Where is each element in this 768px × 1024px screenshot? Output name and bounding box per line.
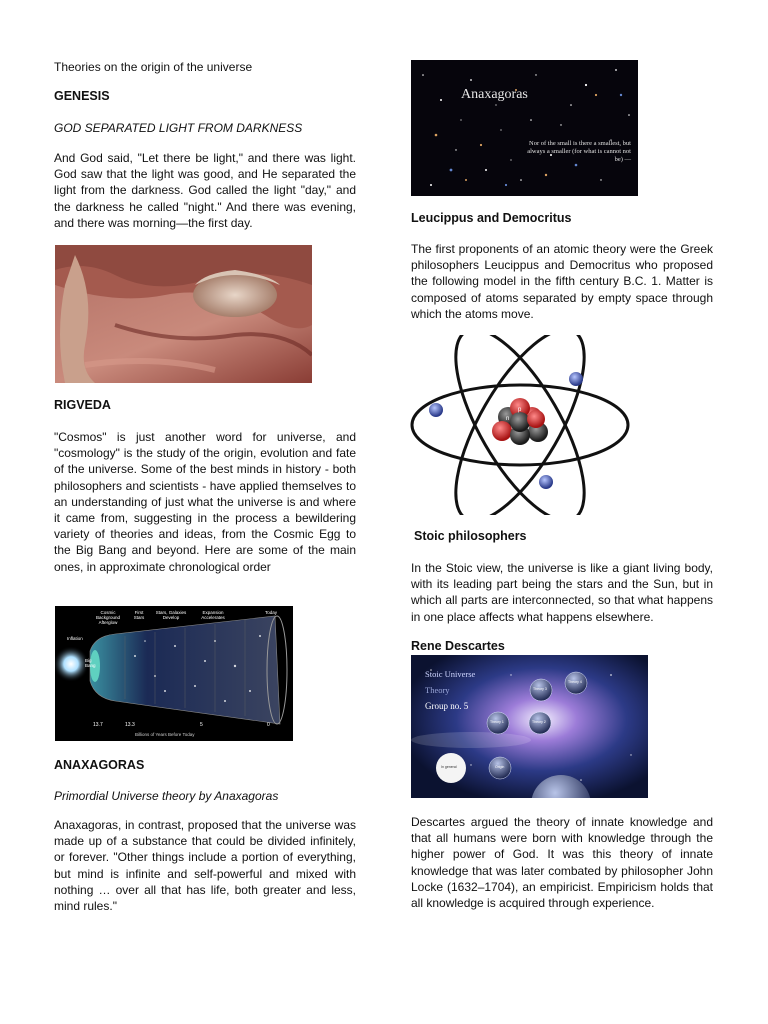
page-title: Theories on the origin of the universe: [54, 60, 253, 74]
stoic-node-theory-4: Theory 4: [568, 680, 582, 684]
timeline-label-galaxies: Stars, Galaxies Develop: [155, 610, 187, 620]
stoic-image-group: Group no. 5: [425, 701, 469, 711]
atom-proton-label: p: [518, 407, 522, 413]
anaxagoras-subheading: Primordial Universe theory by Anaxagoras: [54, 789, 279, 803]
timeline-label-first-stars: First Stars: [133, 610, 145, 620]
stoic-node-theory-1: Theory 1: [490, 720, 504, 724]
anaxagoras-star-image: [411, 60, 638, 196]
genesis-subheading: GOD SEPARATED LIGHT FROM DARKNESS: [54, 121, 303, 135]
stoic-universe-image: [411, 655, 648, 798]
timeline-label-big-bang: Big Bang: [85, 658, 96, 668]
stoic-node-in-general: In general: [441, 765, 457, 769]
stoic-node-origin: Origin: [495, 765, 505, 769]
rigveda-body: "Cosmos" is just another word for universe, and "cosmology" is the study of the origin, evolution and fate of the universe. Some of the best minds in history - both philosophers and scientists - have applied themselves to an understanding of just what the universe is and where it came from, suggesting in the process a bewildering variety of theories and ideas, from the Cosmic Egg to the Big Bang and beyond. Here are some of the main ones, in approximate chronological order: [54, 430, 356, 574]
timeline-label-inflation: Inflation: [67, 636, 83, 641]
atom-diagram-image: [408, 335, 633, 515]
timeline-tick-0: 0: [267, 722, 270, 728]
descartes-heading: Rene Descartes: [411, 639, 505, 653]
anaxagoras-image-quote: Nor of the small is there a smallest, but always a smaller (for what is cannot not be) —: [527, 140, 631, 163]
stoic-body: In the Stoic view, the universe is like a giant living body, with its leading part being the stars and the Sun, but in which all parts are interconnected, so that what happens in one place affects what happens elsewhere.: [411, 561, 713, 624]
timeline-label-cmb: Cosmic Background Afterglow: [95, 610, 121, 625]
stoic-node-theory-2: Theory 2: [532, 720, 546, 724]
universe-timeline-image: [55, 606, 293, 741]
stoic-node-theory-3: Theory 3: [533, 687, 547, 691]
anaxagoras-heading: ANAXAGORAS: [54, 758, 145, 772]
genesis-heading: GENESIS: [54, 89, 110, 103]
timeline-tick-5: 5: [200, 722, 203, 728]
timeline-label-expansion: Expansion Accelerates: [201, 610, 225, 620]
timeline-label-today: Today: [264, 610, 277, 615]
timeline-tick-13-3: 13.3: [125, 722, 135, 728]
anaxagoras-body: Anaxagoras, in contrast, proposed that the universe was made up of a substance that could be divided infinitely, or forever. "Other things include a portion of everything, but mind is infinite and self-powerful and mixed with nothing … over all that has life, both greater and less, mind rules.": [54, 818, 356, 914]
descartes-body: Descartes argued the theory of innate knowledge and that all humans were born with knowledge through the higher power of God. It was this theory of innate knowledge that was later combated by philosopher John Locke (1632–1704), an empiricist. Empiricism holds that all knowledge is acquired through experience.: [411, 815, 713, 911]
leucippus-heading: Leucippus and Democritus: [411, 211, 572, 225]
stoic-heading: Stoic philosophers: [414, 529, 527, 543]
timeline-tick-13-7: 13.7: [93, 722, 103, 728]
atom-neutron-label: n: [506, 416, 510, 422]
genesis-body: And God said, "Let there be light," and there was light. God saw that the light was good, and He separated the light from the darkness. God called the light "day," and the darkness he called "night." And there was evening, and there was morning—the first day.: [54, 151, 356, 230]
stoic-image-title-line1: Stoic Universe: [425, 669, 476, 679]
creation-painting-image: [55, 245, 312, 383]
leucippus-body: The first proponents of an atomic theory were the Greek philosophers Leucippus and Democritus who proposed the following model in the fifth century B.C. 1. Matter is composed of atoms separated by empty space through which the atoms move.: [411, 242, 713, 321]
rigveda-heading: RIGVEDA: [54, 398, 111, 412]
anaxagoras-image-title: Anaxagoras: [461, 87, 528, 102]
timeline-axis-label: Billions of Years Before Today: [135, 732, 195, 737]
stoic-image-title-line2: Theory: [425, 685, 450, 695]
